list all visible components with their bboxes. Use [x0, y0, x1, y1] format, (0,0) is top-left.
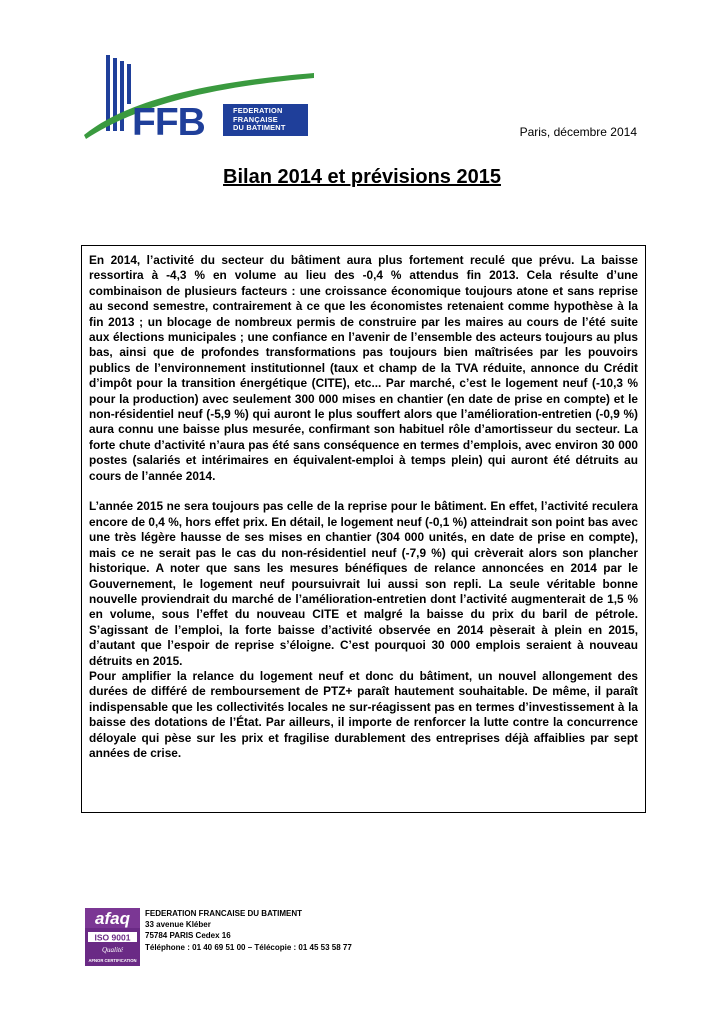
- summary-box: [81, 245, 646, 813]
- page-title: Bilan 2014 et prévisions 2015: [223, 166, 501, 188]
- afaq-standard: ISO 9001: [94, 932, 131, 943]
- logo-line-2: FRANÇAISE: [233, 114, 278, 124]
- footer-org: FEDERATION FRANCAISE DU BATIMENT: [145, 909, 303, 918]
- footer-city: 75784 PARIS Cedex 16: [145, 931, 231, 941]
- ffb-letters: FFB: [132, 101, 205, 144]
- afaq-certification-logo: [85, 908, 140, 966]
- footer-contact: Téléphone : 01 40 69 51 00 – Télécopie : 01 45 53 58 77: [145, 942, 352, 952]
- logo-line-1: FEDERATION: [233, 106, 283, 115]
- ffb-logo: [84, 55, 314, 144]
- logo-line-3: DU BATIMENT: [233, 123, 286, 133]
- footer-address: [145, 908, 352, 953]
- federation-name-box: [223, 104, 308, 136]
- paragraph-2015: L’année 2015 ne sera toujours pas celle de la reprise pour le bâtiment. En effet, l’activité reculera encore de 0,4 %, hors effet prix. En détail, le logement neuf (-0,1 %) atteindrait son point bas avec une très légère hausse de ses mises en chantier (304 000 unités, en date de prise en compte), mais ce ne serait pas le cas du non-résidentiel neuf (-7,9 %) qui crèverait alors son plancher historique. A noter que sans les mesures bénéfiques de relance annoncées en 2014 par le Gouvernement, le logement neuf poursuivrait lui aussi son repli. La seule véritable bonne nouvelle proviendrait du marché de l’amélioration-entretien dont l’activité augmenterait de 1,5 % en volume, sous l’effet du nouveau CITE et malgré la baisse du prix du baril de pétrole. S’agissant de l’emploi, la forte baisse d’activité observée en 2014 pèserait à plein en 2015, d’autant que l’espoir de reprise s’éloigne. C’est pourquoi 30 000 emplois seraient à nouveau détruits en 2015.: [89, 499, 638, 668]
- footer: [85, 908, 485, 968]
- afaq-label: Qualité: [102, 946, 123, 954]
- afaq-issuer: AFNOR CERTIFICATION: [88, 958, 137, 963]
- paragraph-2014: En 2014, l’activité du secteur du bâtiment aura plus fortement reculé que prévu. La baisse ressortira à -4,3 % en volume au lieu des -0,4 % attendus fin 2013. Cela résulte d’une combinaison de plusieurs facteurs : une croissance économique toujours atone et sans reprise au second semestre, contrairement à ce que les économistes retenaient comme hypothèse à la fin 2013 ; un blocage de nombreux permis de construire par les maires au cours de l’été suite aux élections municipales ; une confiance en l’avenir de l’ensemble des acteurs toujours au plus bas, ainsi que de profondes transformations pas toujours bien maîtrisées par les pouvoirs publics de l’environnement institutionnel (taux et champ de la TVA réduite, annonce du Crédit d’impôt pour la transition énergétique (CITE), etc... Par marché, c’est le logement neuf (-10,3 % pour la production) avec seulement 300 000 mises en chantier (en date de prise en compte) et le non-résidentiel neuf (-5,9 %) qui auront le plus souffert alors que l’amélioration-entretien (-0,9 %) aura connu une baisse plus mesurée, confirmant son habituel rôle d’amortisseur du secteur. La forte chute d’activité n’aura pas été sans conséquence en termes d’emplois, avec environ 30 000 postes (salariés et intérimaires en équivalent-emploi à temps plein) qui auront été détruits au cours de l’année 2014.: [89, 253, 638, 483]
- paragraph-recommendations: Pour amplifier la relance du logement neuf et donc du bâtiment, un nouvel allongement des durées de différé de remboursement de PTZ+ paraît hautement souhaitable. De même, il paraît indispensable que les collectivités locales ne sur-réagissent pas en termes d’investissement à la baisse des dotations de l’État. Par ailleurs, il importe de renforcer la lutte contre la concurrence déloyale qui pèse sur les prix et fragilise durablement des entreprises déjà affaiblies par sept années de crise.: [89, 668, 638, 760]
- afaq-brand: afaq: [95, 909, 130, 928]
- footer-street: 33 avenue Kléber: [145, 920, 211, 930]
- document-date: Paris, décembre 2014: [519, 125, 637, 139]
